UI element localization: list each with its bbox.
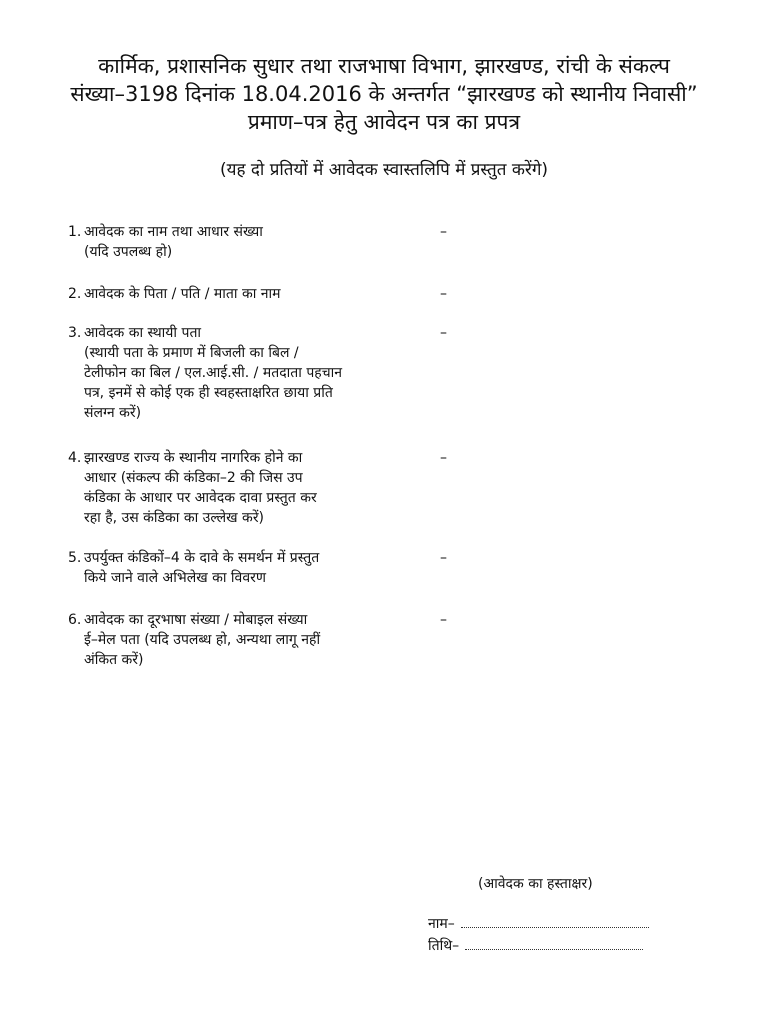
date-blank[interactable] [465,937,643,950]
date-line [428,936,643,956]
title-line-2: संख्या–3198 दिनांक 18.04.2016 के अन्तर्गत “झारखण्ड को स्थानीय निवासी” [70,82,698,106]
name-label: नाम– [428,916,455,932]
item-2-dash: – [440,286,447,302]
item-number: 1. [68,224,82,240]
title-line-3: प्रमाण–पत्र हेतु आवेदन पत्र का प्रपत्र [247,110,521,134]
item-line: (यदि उपलब्ध हो) [84,244,173,260]
form-item-2 [68,284,448,304]
item-5-dash: – [440,550,447,566]
item-text [84,222,448,262]
item-line: आवेदक का स्थायी पता [84,325,202,341]
item-number: 5. [68,550,82,566]
form-item-1 [68,222,448,262]
item-line: अंकित करें) [84,652,144,668]
item-3-dash: – [440,325,447,341]
date-label: तिथि– [428,938,460,954]
item-line: (स्थायी पता के प्रमाण में बिजली का बिल / [84,345,299,361]
title-line-1: कार्मिक, प्रशासनिक सुधार तथा राजभाषा विभाग, झारखण्ड, रांची के संकल्प [98,54,670,78]
item-line: आवेदक के पिता / पति / माता का नाम [84,286,281,302]
item-line: उपर्युक्त कंडिकों–4 के दावे के समर्थन में प्रस्तुत [84,550,320,566]
item-line: कंडिका के आधार पर आवेदक दावा प्रस्तुत कर [84,490,317,506]
item-number: 6. [68,612,82,628]
item-text [84,448,448,528]
item-line: किये जाने वाले अभिलेख का विवरण [84,570,266,586]
item-text [84,284,448,304]
name-line [428,914,649,934]
item-4-dash: – [440,450,447,466]
form-subtitle: (यह दो प्रतियों में आवेदक स्वास्तलिपि में प्रस्तुत करेंगे) [219,160,549,180]
item-number: 4. [68,450,82,466]
item-line: ई–मेल पता (यदि उपलब्ध हो, अन्यथा लागू नहीं [84,632,321,648]
item-line: आवेदक का दूरभाषा संख्या / मोबाइल संख्या [84,612,308,628]
form-item-3 [68,323,448,423]
item-number: 3. [68,325,82,341]
item-text [84,323,448,423]
name-blank[interactable] [461,915,649,928]
item-1-dash: – [440,224,447,240]
item-line: झारखण्ड राज्य के स्थानीय नागरिक होने का [84,450,303,466]
item-number: 2. [68,286,82,302]
form-item-4 [68,448,448,528]
item-line: पत्र, इनमें से कोई एक ही स्वहस्ताक्षरित छाया प्रति [84,385,333,401]
item-line: रहा है, उस कंडिका का उल्लेख करें) [84,510,265,526]
item-line: संलग्न करें) [84,405,142,421]
form-item-5 [68,548,448,588]
applicant-signature-label: (आवेदक का हस्ताक्षर) [478,876,593,892]
item-6-dash: – [440,612,447,628]
form-title [40,52,728,136]
item-text [84,610,448,670]
item-line: आधार (संकल्प की कंडिका–2 की जिस उप [84,470,303,486]
item-text [84,548,448,588]
form-item-6 [68,610,448,670]
item-line: टेलीफोन का बिल / एल.आई.सी. / मतदाता पहचान [84,365,342,381]
item-line: आवेदक का नाम तथा आधार संख्या [84,224,263,240]
